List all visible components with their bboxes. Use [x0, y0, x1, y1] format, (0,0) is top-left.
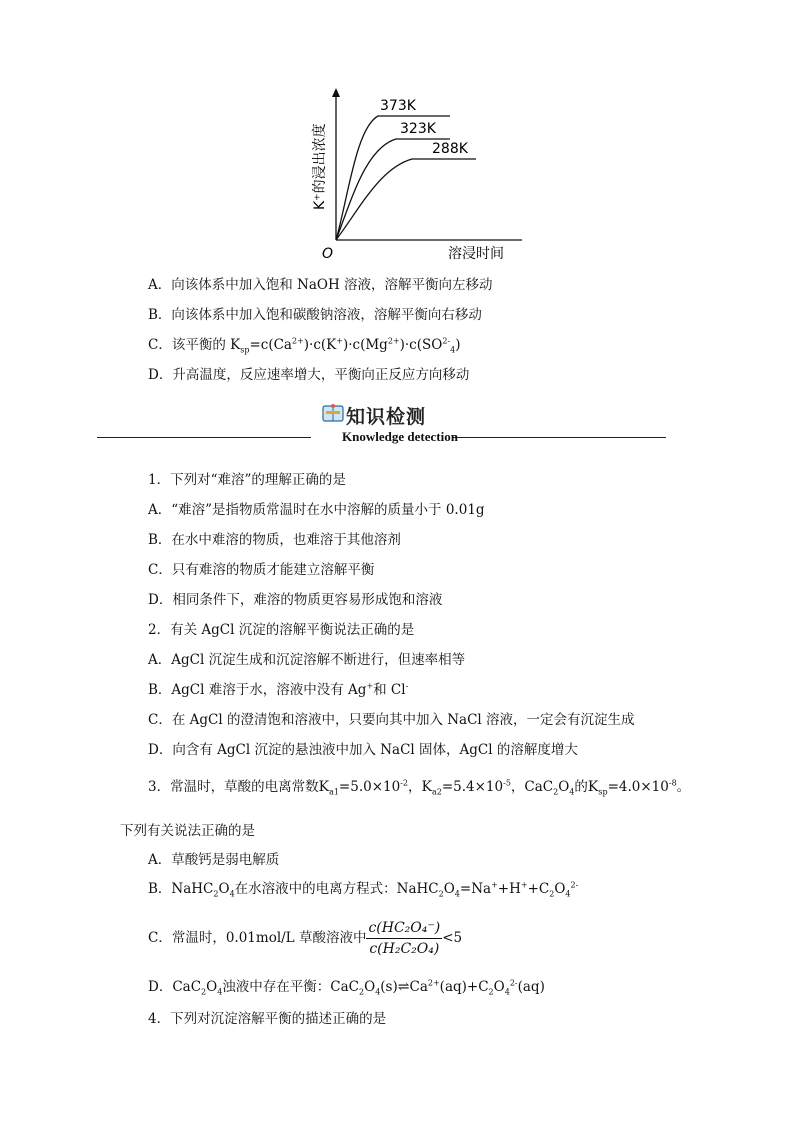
text: -8: [668, 778, 677, 788]
q3-option-a: A．草酸钙是弱电解质: [148, 852, 280, 868]
text: <5: [442, 930, 463, 946]
text: 2-: [509, 978, 518, 988]
text: -5: [503, 778, 511, 788]
section-title: 知识检测: [346, 406, 427, 428]
text: c(H₂C₂O₄): [369, 941, 440, 957]
text: 2: [438, 889, 444, 899]
q1-stem: 1．下列对“难溶”的理解正确的是: [148, 472, 346, 488]
text: 2: [488, 987, 494, 997]
prev-option-a: A．向该体系中加入饱和 NaOH 溶液，溶解平衡向左移动: [148, 277, 493, 293]
text: 2+: [291, 336, 304, 346]
text: 4: [565, 889, 571, 899]
text: 2: [213, 889, 219, 899]
text: 4: [375, 987, 381, 997]
text: =5.0×10: [338, 779, 401, 795]
text: -: [405, 681, 409, 691]
text: O: [558, 779, 570, 795]
x-axis-label: 溶浸时间: [448, 246, 504, 262]
text: =c(Ca: [249, 337, 292, 353]
text: +: [520, 880, 528, 890]
text: (aq): [517, 979, 545, 995]
text: +C: [527, 881, 550, 897]
text: 4: [450, 345, 456, 355]
text: (aq)+C: [439, 979, 489, 995]
prev-option-c: [148, 336, 461, 354]
text: 的: [574, 779, 588, 795]
q1-option-c: C．只有难溶的物质才能建立溶解平衡: [148, 562, 375, 578]
text: +: [366, 681, 374, 691]
text: -2: [400, 778, 408, 788]
origin-label: O: [322, 246, 334, 262]
text: 2: [549, 889, 555, 899]
text: 4: [504, 987, 510, 997]
prev-option-d: D．升高温度，反应速率增大，平衡向正反应方向移动: [148, 367, 470, 383]
text: 4: [454, 889, 460, 899]
text: a1: [329, 787, 339, 797]
q3-option-d: [148, 978, 545, 996]
section-subtitle: Knowledge detection: [342, 429, 458, 444]
curve-label-373K: 373K: [380, 98, 416, 114]
q3-option-b: [148, 880, 578, 898]
text: B．NaHC: [148, 881, 214, 897]
prev-option-b: B．向该体系中加入饱和碳酸钠溶液，溶解平衡向右移动: [148, 307, 482, 323]
text: 2: [553, 787, 559, 797]
curve-label-288K: 288K: [432, 141, 468, 157]
text: Ca: [409, 979, 428, 995]
equilibrium-arrow-icon: ⇌: [397, 979, 410, 995]
text: O: [554, 881, 566, 897]
q2-option-c: C．在 AgCl 的澄清饱和溶液中，只要向其中加入 NaCl 溶液，一定会有沉淀生成: [148, 712, 635, 728]
text: C．常温时，0.01mol/L 草酸溶液中: [148, 930, 367, 946]
text: K: [318, 779, 330, 795]
text: C．该平衡的 K: [148, 337, 241, 353]
text: 4: [229, 889, 235, 899]
q1-option-d: D．相同条件下，难溶的物质更容易形成饱和溶液: [148, 592, 443, 608]
leaching-chart: [300, 88, 540, 268]
text: O: [364, 979, 376, 995]
q3-stem: [148, 778, 690, 796]
q1-option-a: A．“难溶”是指物质常温时在水中溶解的质量小于 0.01g: [148, 502, 485, 518]
text: =4.0×10: [607, 779, 669, 795]
q2-option-d: D．向含有 AgCl 沉淀的悬浊液中加入 NaCl 固体，AgCl 的溶解度增大: [148, 742, 578, 758]
text: O: [493, 979, 505, 995]
q2-stem: 2．有关 AgCl 沉淀的溶解平衡说法正确的是: [148, 622, 415, 638]
text: 2+: [427, 978, 440, 988]
q4-stem: 4．下列对沉淀溶解平衡的描述正确的是: [148, 1011, 387, 1027]
text: )·c(Mg: [342, 337, 388, 353]
text: a2: [431, 787, 442, 797]
text: K: [421, 779, 432, 795]
text: 3．常温时，草酸的电离常数: [148, 779, 319, 795]
curve-288K: [336, 159, 476, 240]
q2-option-a: A．AgCl 沉淀生成和沉淀溶解不断进行，但速率相等: [148, 652, 466, 668]
text: ，: [408, 779, 422, 795]
curve-label-323K: 323K: [400, 121, 436, 137]
y-axis-label: K⁺的浸出浓度: [312, 123, 328, 210]
y-axis-arrow: [332, 88, 340, 97]
text: )·c(SO: [399, 337, 443, 353]
text: 2-: [442, 336, 451, 346]
concentration-ratio: [366, 918, 442, 959]
q3-stem-2: 下列有关说法正确的是: [120, 823, 255, 839]
text: K: [587, 779, 599, 795]
q1-option-b: B．在水中难溶的物质，也难溶于其他溶剂: [148, 532, 401, 548]
q2-option-b: [148, 681, 408, 699]
text: c(HC₂O₄⁻): [366, 918, 442, 939]
text: O: [443, 881, 455, 897]
text: 和 Cl: [373, 682, 406, 698]
text: +: [336, 336, 343, 346]
text: O: [206, 979, 218, 995]
text: +: [491, 880, 498, 890]
book-icon: [322, 402, 344, 424]
q3-option-c: [148, 914, 462, 962]
text: +H: [497, 881, 521, 897]
text: 2: [201, 987, 207, 997]
text: ，CaC: [510, 779, 554, 795]
text: 4: [217, 987, 223, 997]
text: =5.4×10: [441, 779, 504, 795]
text: 浊液中存在平衡：CaC: [222, 979, 360, 995]
text: (s): [380, 979, 398, 995]
text: 4: [569, 787, 575, 797]
text: B．AgCl 难溶于水，溶液中没有 Ag: [148, 682, 367, 698]
text: 在水溶液中的电离方程式：NaHC: [234, 881, 439, 897]
text: 2: [359, 987, 365, 997]
text: O: [218, 881, 230, 897]
text: )·c(K: [303, 337, 337, 353]
text: D．CaC: [148, 979, 202, 995]
text: 。: [676, 779, 691, 795]
text: sp: [598, 787, 608, 797]
text: ): [455, 337, 461, 353]
text: =Na: [459, 881, 492, 897]
text: 2-: [570, 880, 579, 890]
text: 2+: [387, 336, 400, 346]
text: sp: [240, 345, 250, 355]
